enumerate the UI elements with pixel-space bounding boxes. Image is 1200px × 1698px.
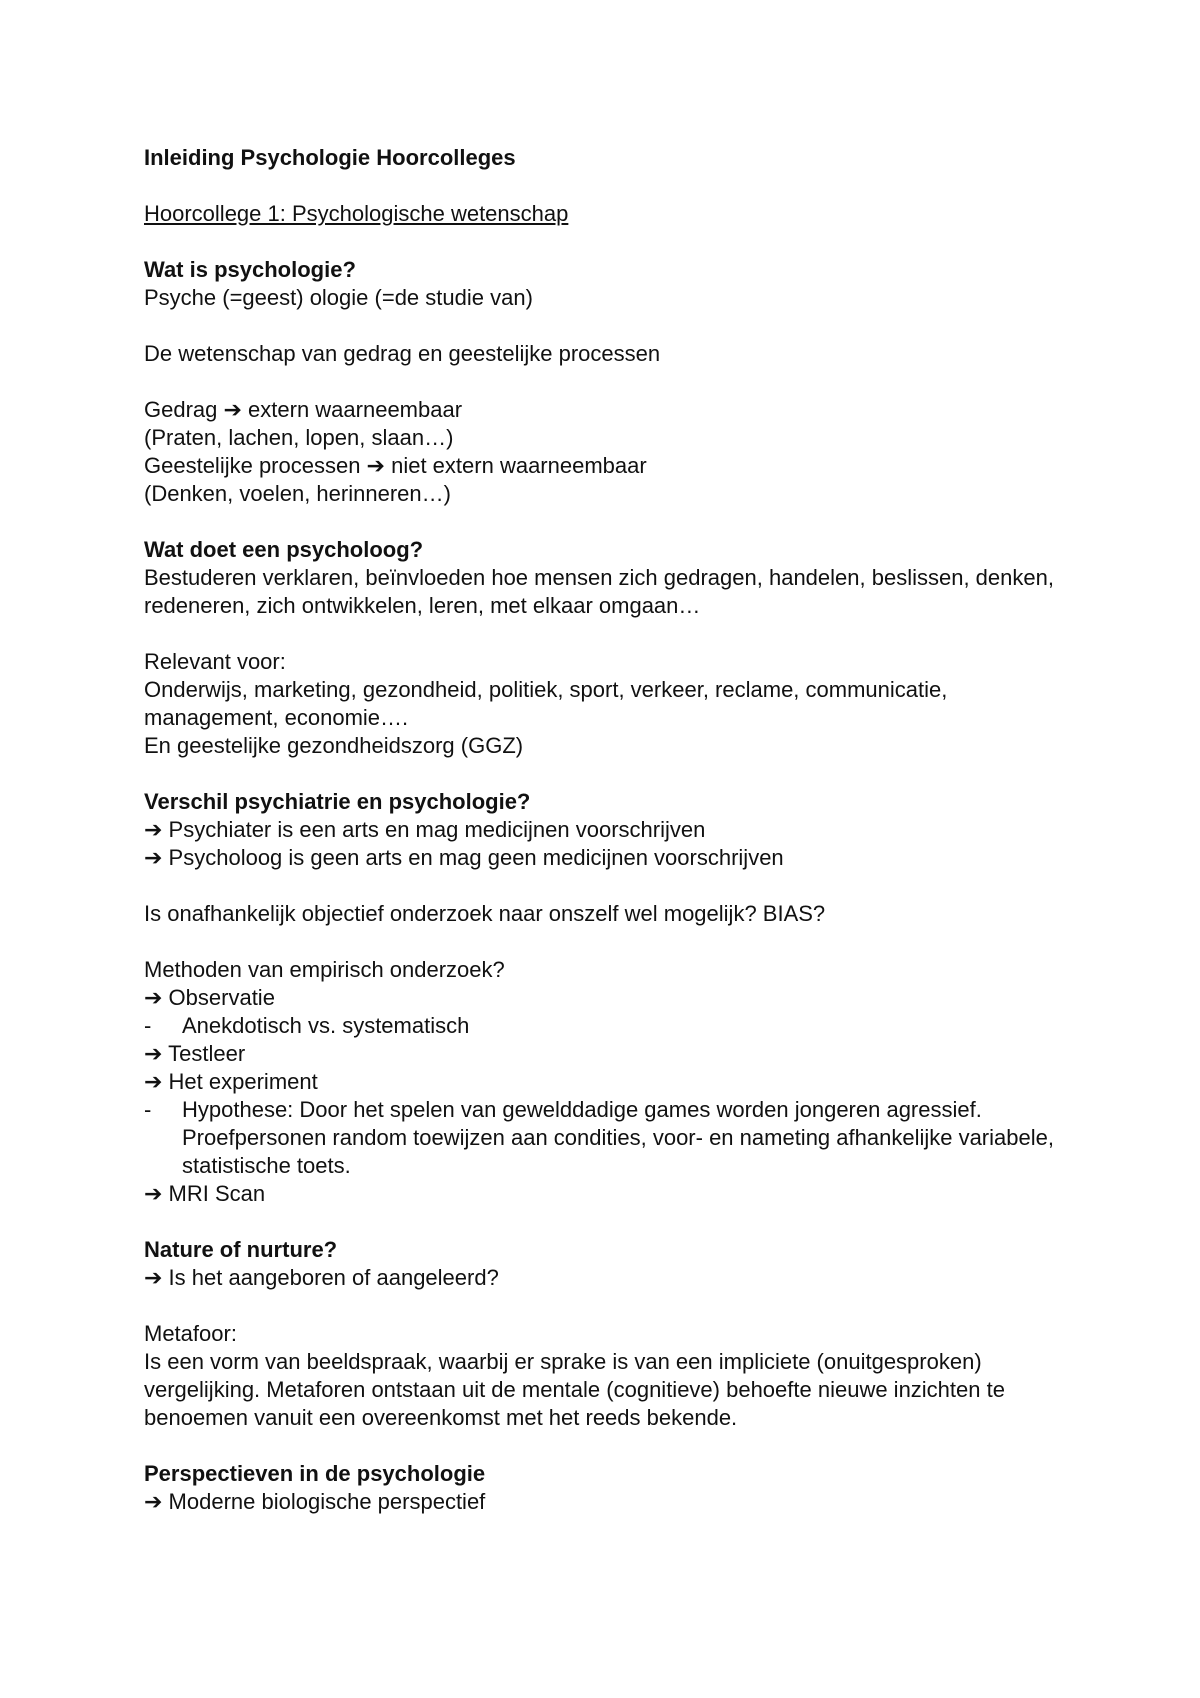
paragraph-line: ➔ Psychiater is een arts en mag medicijnen voorschrijven xyxy=(144,817,706,842)
dash-list-item xyxy=(144,1012,1074,1040)
spacer xyxy=(144,1208,1074,1236)
lecture-title: Hoorcollege 1: Psychologische wetenschap xyxy=(144,201,569,226)
paragraph-line: ➔ MRI Scan xyxy=(144,1181,266,1206)
document-page xyxy=(144,144,1074,1516)
spacer xyxy=(144,620,1074,648)
spacer xyxy=(144,1292,1074,1320)
paragraph-line: Metafoor: xyxy=(144,1321,237,1346)
spacer xyxy=(144,508,1074,536)
document-title: Inleiding Psychologie Hoorcolleges xyxy=(144,145,516,170)
paragraph-line: ➔ Het experiment xyxy=(144,1069,318,1094)
paragraph-line: (Praten, lachen, lopen, slaan…) xyxy=(144,425,454,450)
section-heading: Wat is psychologie? xyxy=(144,257,356,282)
paragraph-line: En geestelijke gezondheidszorg (GGZ) xyxy=(144,733,524,758)
dash-bullet: - xyxy=(144,1013,152,1038)
list-item-text: Anekdotisch vs. systematisch xyxy=(182,1013,470,1038)
section-heading: Nature of nurture? xyxy=(144,1237,338,1262)
paragraph-line: De wetenschap van gedrag en geestelijke processen xyxy=(144,341,661,366)
spacer xyxy=(144,1432,1074,1460)
paragraph-line: (Denken, voelen, herinneren…) xyxy=(144,481,451,506)
spacer xyxy=(144,872,1074,900)
paragraph-line: Is onafhankelijk objectief onderzoek naar onszelf wel mogelijk? BIAS? xyxy=(144,901,826,926)
spacer xyxy=(144,312,1074,340)
paragraph-line: ➔ Is het aangeboren of aangeleerd? xyxy=(144,1265,499,1290)
spacer xyxy=(144,760,1074,788)
paragraph-line: Methoden van empirisch onderzoek? xyxy=(144,957,505,982)
section-heading: Perspectieven in de psychologie xyxy=(144,1461,486,1486)
paragraph-line: Onderwijs, marketing, gezondheid, politiek, sport, verkeer, reclame, communicatie, management, economie…. xyxy=(144,677,954,730)
spacer xyxy=(144,172,1074,200)
section-heading: Verschil psychiatrie en psychologie? xyxy=(144,789,531,814)
spacer xyxy=(144,928,1074,956)
paragraph-line: ➔ Testleer xyxy=(144,1041,246,1066)
paragraph-line: Bestuderen verklaren, beïnvloeden hoe mensen zich gedragen, handelen, beslissen, denken, redeneren, zich ontwikkelen, leren, met elkaar omgaan… xyxy=(144,565,1061,618)
dash-list-item xyxy=(144,1096,1074,1180)
paragraph-line: ➔ Moderne biologische perspectief xyxy=(144,1489,486,1514)
paragraph-line: ➔ Psycholoog is geen arts en mag geen medicijnen voorschrijven xyxy=(144,845,784,870)
spacer xyxy=(144,228,1074,256)
paragraph-line: Psyche (=geest) ologie (=de studie van) xyxy=(144,285,533,310)
paragraph-line: Gedrag ➔ extern waarneembaar xyxy=(144,397,463,422)
paragraph-line: ➔ Observatie xyxy=(144,985,275,1010)
section-heading: Wat doet een psycholoog? xyxy=(144,537,424,562)
dash-bullet: - xyxy=(144,1097,152,1122)
paragraph-line: Geestelijke processen ➔ niet extern waarneembaar xyxy=(144,453,647,478)
spacer xyxy=(144,368,1074,396)
paragraph-line: Is een vorm van beeldspraak, waarbij er sprake is van een impliciete (onuitgesproken) vergelijking. Metaforen ontstaan uit de mentale (cognitieve) behoefte nieuwe inzichten te benoemen vanuit een overeenkomst met het reeds bekende. xyxy=(144,1349,1012,1430)
list-item-text: Hypothese: Door het spelen van gewelddadige games worden jongeren agressief. Proefpersonen random toewijzen aan condities, voor- en nameting afhankelijke variabele, statistische toets. xyxy=(182,1097,1054,1178)
paragraph-line: Relevant voor: xyxy=(144,649,286,674)
